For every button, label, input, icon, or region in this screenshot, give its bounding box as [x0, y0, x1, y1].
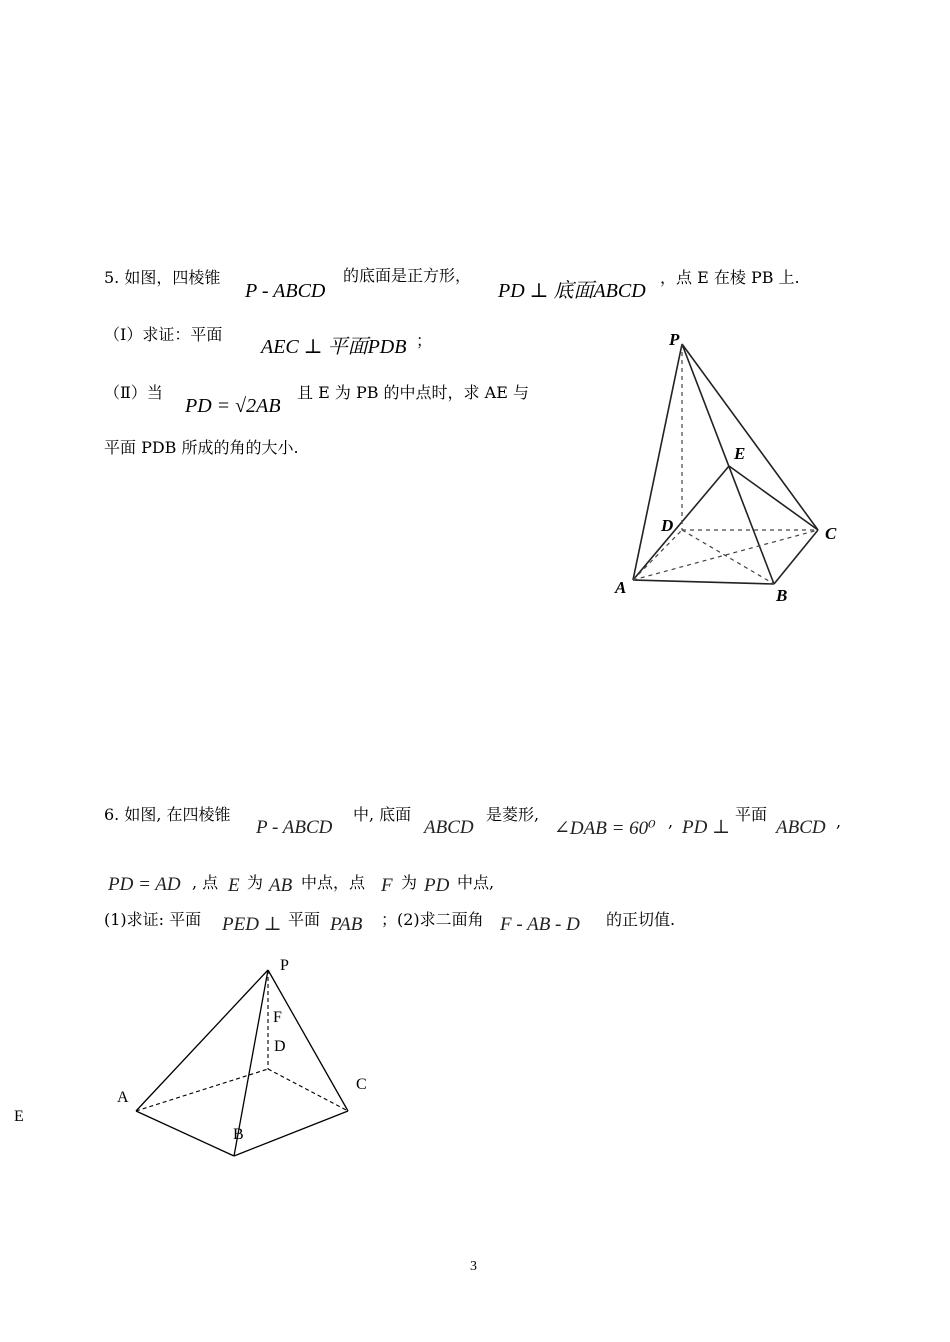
p6-label-E: E — [14, 1108, 24, 1125]
p5-label-P: P — [669, 330, 680, 349]
p6-line2-text-e: 中点, — [457, 873, 495, 892]
p6-line2-text-b: 为 — [247, 873, 264, 892]
p5-line1-math-2: PD ⊥ 底面ABCD — [498, 280, 646, 302]
p6-line1-text-d: , — [668, 812, 674, 831]
p6-line1-text-b: 中, 底面 — [353, 805, 412, 824]
p5-part1-text-a: （Ⅰ）求证：平面 — [104, 325, 223, 344]
p6-line2-text-d: 为 — [401, 873, 418, 892]
p5-part2-text-a: （Ⅱ）当 — [104, 383, 163, 402]
p6-line3-text-c: ；(2)求二面角 — [381, 910, 484, 929]
p5-label-E: E — [734, 444, 746, 463]
p6-line2-text-a: , 点 — [192, 873, 219, 892]
p6-line1-math-5: ABCD — [776, 817, 826, 838]
p5-line1-math-1: P - ABCD — [245, 280, 326, 302]
p5-line1-text-c: ，点 E 在棱 PB 上. — [660, 268, 800, 287]
p6-line2-math-1: PD = AD — [108, 874, 181, 895]
p6-line1-math-4: PD ⊥ — [682, 817, 730, 838]
p5-part2-text-b: 且 E 为 PB 的中点时，求 AE 与 — [297, 383, 529, 402]
p5-label-A: A — [615, 578, 627, 597]
p6-label-A: A — [117, 1089, 129, 1106]
p5-part1-text-b: ； — [416, 331, 433, 350]
p5-line1-text-b: 的底面是正方形， — [343, 266, 472, 285]
p6-line3-math-2: PAB — [330, 914, 363, 935]
p6-line1-math-2: ABCD — [424, 817, 474, 838]
p6-line1-math-1: P - ABCD — [256, 817, 333, 838]
p6-line1-text-a: 6. 如图, 在四棱锥 — [104, 805, 231, 824]
p6-line1-text-c: 是菱形, — [486, 805, 540, 824]
p6-line1-text-e: 平面 — [735, 805, 768, 824]
p6-line3-text-b: 平面 — [288, 910, 321, 929]
p6-label-D: D — [274, 1038, 286, 1055]
p6-line2-text-c: 中点，点 — [301, 873, 366, 892]
p6-line3-math-1: PED ⊥ — [222, 914, 282, 935]
p5-label-C: C — [825, 524, 837, 543]
p5-line1-text-a: 5. 如图，四棱锥 — [104, 268, 221, 287]
p6-line3-text-a: (1)求证: 平面 — [104, 910, 202, 929]
p5-label-D: D — [661, 516, 674, 535]
p5-part1-math: AEC ⊥ 平面PDB — [261, 336, 407, 358]
page-number: 3 — [470, 1259, 477, 1274]
p6-line1-math-3: ∠DAB = 60⁰ — [554, 818, 656, 839]
p5-label-B: B — [776, 586, 788, 605]
p6-line2-math-5: PD — [424, 875, 450, 896]
p6-line3-text-d: 的正切值. — [606, 910, 676, 929]
p6-label-F: F — [273, 1009, 282, 1026]
p6-line2-math-4: F — [381, 875, 393, 896]
p6-line1-text-f: , — [836, 812, 842, 831]
p6-line3-math-3: F - AB - D — [500, 914, 580, 935]
p6-label-P: P — [280, 957, 289, 974]
p6-label-B: B — [233, 1126, 244, 1143]
p5-part2-math: PD = √2AB — [185, 395, 281, 417]
p6-label-C: C — [356, 1076, 367, 1093]
p6-line2-math-3: AB — [269, 875, 293, 896]
p6-line2-math-2: E — [228, 875, 240, 896]
p5-part2-text-c: 平面 PDB 所成的角的大小. — [104, 438, 299, 457]
